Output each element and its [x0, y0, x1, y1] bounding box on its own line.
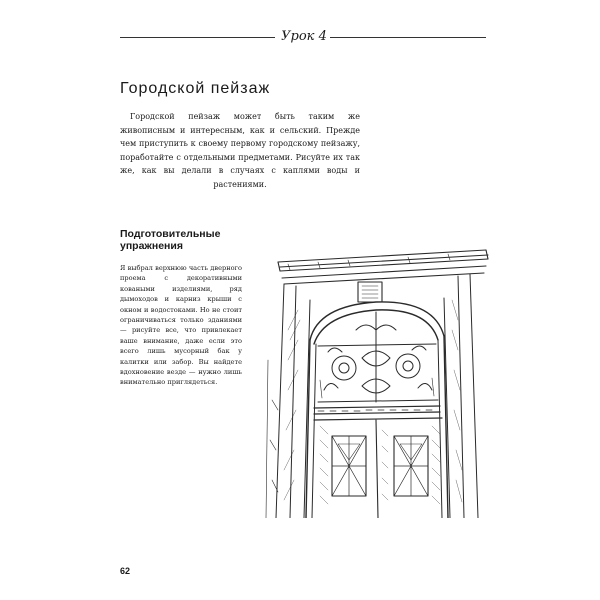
intro-text: Городской пейзаж может быть таким же живописным и интересным, как и сельский. Прежде чем приступить к своему первому городскому пейзажу, поработайте с отдельными предметами. Рисуйте их так же, как вы делали в случаях с каплями воды и растениями.	[120, 112, 360, 189]
section-subheading: Подготовительные упражнения	[120, 228, 221, 252]
cornice	[278, 250, 488, 284]
chapter-label: Урок 4	[281, 29, 327, 44]
header-rule-right	[330, 37, 486, 38]
left-pilaster	[266, 284, 310, 518]
header-rule-left	[120, 37, 275, 38]
intro-paragraph	[120, 110, 360, 191]
page-title: Городской пейзаж	[120, 80, 271, 97]
doorway-sketch-illustration	[258, 240, 490, 518]
exercise-paragraph: Я выбрал верхнюю часть дверного проема с декоративными коваными изделиями, ряд дымоходов и карниз крыши с окном и водостоками. Но не стоит ограничиваться только зданиями — рисуйте все, что привлекает ваше внимание, даже если это всего лишь мусорный бак у калитки или забор. Вы найдете вдохновение везде — нужно лишь внимательно приглядеться.	[120, 264, 242, 387]
page-number: 62	[120, 566, 131, 576]
hatching	[284, 300, 462, 504]
door-leaves	[332, 420, 428, 518]
lintel	[314, 406, 442, 420]
transom-grille	[318, 312, 438, 402]
keystone	[358, 282, 382, 302]
right-pilaster	[444, 274, 478, 518]
